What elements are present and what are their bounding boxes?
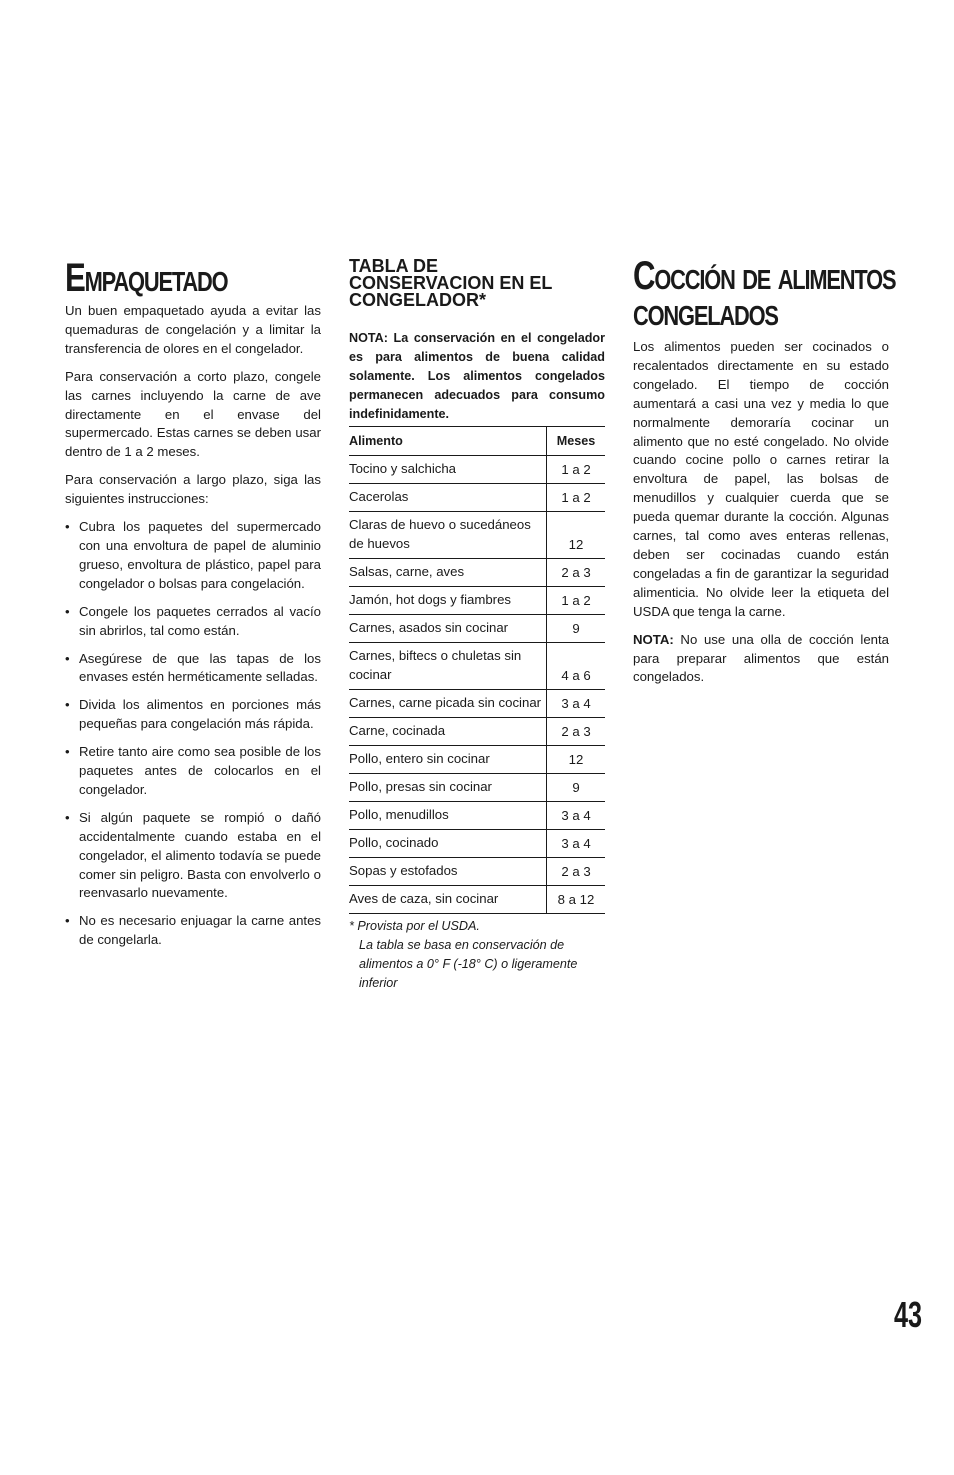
table-row (349, 802, 605, 830)
months-cell: 2 a 3 (547, 559, 606, 587)
coccion-paragraph: Los alimentos pueden ser cocinados o recalentados directamente en su estado congelado. El tiempo de cocción aumentará a casi una vez y media lo que normalmente demoraría cocinar un alimento que no esté congelado. No olvide cuando cocine pollo o carnes retirar la envoltura de papel, las bolsas de menudillos y cualquier cuerda que se pueda quemar durante la cocción. Algunas carnes, tal como aves enteras rellenas, deben ser cocinadas cuando están congeladas a fin de garantizar la seguridad alimenticia. No olvide leer la etiqueta del USDA que tenga la carne. (633, 339, 889, 619)
coccion-title-line-2: congelados (633, 290, 778, 334)
tabla-heading-line-3: CONGELADOR* (349, 290, 487, 310)
months-cell: 8 a 12 (547, 886, 606, 914)
storage-table (349, 426, 605, 914)
list-item: • Divida los alimentos en porciones más pequeñas para congelación más rápida. (65, 696, 321, 734)
table-row (349, 858, 605, 886)
months-cell: 1 a 2 (547, 484, 606, 512)
list-item: • Retire tanto aire como sea posible de los paquetes antes de colocarlos en el congelador. (65, 743, 321, 800)
months-cell: 4 a 6 (547, 643, 606, 690)
list-item: • Congele los paquetes cerrados al vacío sin abrirlos, tal como están. (65, 603, 321, 641)
coccion-note (633, 631, 889, 688)
food-cell: Salsas, carne, aves (349, 559, 547, 587)
header-months: Meses (547, 427, 606, 456)
page-number: 43 (894, 1294, 923, 1335)
food-cell: Jamón, hot dogs y fiambres (349, 587, 547, 615)
coccion-note-label: NOTA: (633, 631, 674, 647)
table-row (349, 559, 605, 587)
months-cell: 3 a 4 (547, 802, 606, 830)
table-row (349, 615, 605, 643)
table-row (349, 512, 605, 559)
coccion-body (633, 338, 889, 696)
tabla-note: NOTA: La conservación en el congelador es para alimentos de buena calidad solamente. Los alimentos congelados permanecen adecuados para consumo indefinidamente. (349, 331, 605, 421)
list-item: • Si algún paquete se rompió o dañó accidentalmente cuando estaba en el congelador, el alimento todavía se puede comer sin peligro. Basta con envolverlo o reenvasarlo nuevamente. (65, 809, 321, 904)
months-cell: 12 (547, 512, 606, 559)
months-cell: 2 a 3 (547, 718, 606, 746)
food-cell: Carnes, asados sin cocinar (349, 615, 547, 643)
table-header-row (349, 427, 605, 456)
list-item: • Cubra los paquetes del supermercado con una envoltura de papel de aluminio grueso, envoltura de plástico, papel para congelador o bolsas para congelación. (65, 518, 321, 594)
food-cell: Pollo, presas sin cocinar (349, 774, 547, 802)
table-row (349, 643, 605, 690)
table-row (349, 484, 605, 512)
months-cell: 2 a 3 (547, 858, 606, 886)
empaquetado-paragraph-3: Para conservación a largo plazo, siga las siguientes instrucciones: (65, 472, 321, 507)
empaquetado-paragraph-1: Un buen empaquetado ayuda a evitar las quemaduras de congelación y a limitar la transferencia de olores en el congelador. (65, 303, 321, 356)
coccion-title-line-1: Cocción de alimentos (633, 254, 896, 298)
list-item: • Asegúrese de que las tapas de los envases estén herméticamente selladas. (65, 650, 321, 688)
months-cell: 9 (547, 774, 606, 802)
header-food: Alimento (349, 427, 547, 456)
months-cell: 3 a 4 (547, 690, 606, 718)
table-row (349, 746, 605, 774)
empaquetado-body (65, 302, 321, 959)
food-cell: Cacerolas (349, 484, 547, 512)
tabla-heading (349, 258, 552, 309)
table-row (349, 774, 605, 802)
empaquetado-title: Empaquetado (65, 256, 228, 300)
food-cell: Pollo, entero sin cocinar (349, 746, 547, 774)
food-cell: Tocino y salchicha (349, 456, 547, 484)
months-cell: 9 (547, 615, 606, 643)
empaquetado-bullet-list (65, 518, 321, 950)
table-row (349, 718, 605, 746)
table-row (349, 690, 605, 718)
table-row (349, 587, 605, 615)
tabla-footnote (349, 917, 605, 993)
food-cell: Claras de huevo o sucedáneos de huevos (349, 512, 547, 559)
coccion-note-text: No use una olla de cocción lenta para preparar alimentos que están congelados. (633, 631, 889, 685)
food-cell: Carnes, biftecs o chuletas sin cocinar (349, 643, 547, 690)
food-cell: Pollo, cocinado (349, 830, 547, 858)
footnote-line-2: La tabla se basa en conservación de alimentos a 0° F (-18° C) o ligeramente inferior (359, 937, 578, 990)
tabla-heading-line-2: CONSERVACION EN EL (349, 273, 553, 293)
food-cell: Sopas y estofados (349, 858, 547, 886)
table-row (349, 456, 605, 484)
footnote-line-1: * Provista por el USDA. (349, 919, 480, 933)
months-cell: 12 (547, 746, 606, 774)
table-row (349, 886, 605, 914)
table-row (349, 830, 605, 858)
food-cell: Carne, cocinada (349, 718, 547, 746)
coccion-title (633, 254, 896, 334)
food-cell: Pollo, menudillos (349, 802, 547, 830)
empaquetado-paragraph-2: Para conservación a corto plazo, congele las carnes incluyendo la carne de ave directamente en el envase del supermercado. Estas carnes se deben usar dentro de 1 a 2 meses. (65, 368, 321, 460)
months-cell: 1 a 2 (547, 587, 606, 615)
food-cell: Carnes, carne picada sin cocinar (349, 690, 547, 718)
list-item: • No es necesario enjuagar la carne antes de congelarla. (65, 912, 321, 950)
months-cell: 3 a 4 (547, 830, 606, 858)
food-cell: Aves de caza, sin cocinar (349, 886, 547, 914)
months-cell: 1 a 2 (547, 456, 606, 484)
tabla-heading-line-1: TABLA DE (349, 256, 438, 276)
